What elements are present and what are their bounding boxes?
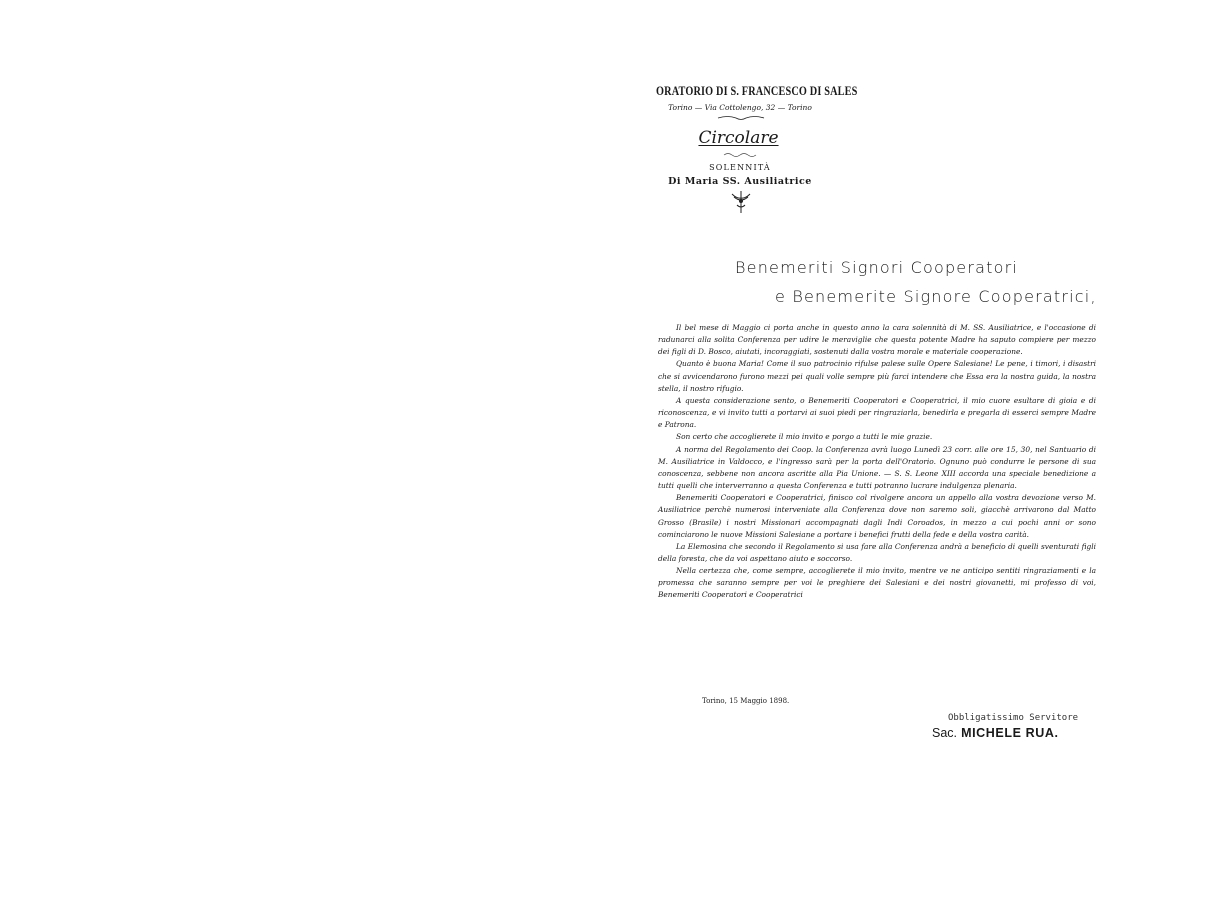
paragraph: La Elemosina che secondo il Regolamento si usa fare alla Conferenza andrà a beneficio di quelli sventurati figli della foresta, che da voi aspettano aiuto e soccorso. (658, 541, 1096, 563)
address-line: Torino — Via Cottolengo, 32 — Torino (668, 103, 812, 112)
paragraph: Benemeriti Cooperatori e Cooperatrici, finisco col rivolgere ancora un appello alla vostra devozione verso M. Ausiliatrice perchè numerosi interveniate alla Conferenza dove non saremo soli, giacchè arrivarono dal Matto Grosso (Brasile) i nostri Missionari accompagnati dagli Indi Coroados, in mezzo a cui pochi anni or sono cominciarono le nuove Missioni Salesiane a portare i benefici frutti della fede e della vostra carità. (658, 493, 1096, 539)
wave-divider-icon (722, 152, 758, 158)
salutation-line-1: Benemeriti Signori Cooperatori (735, 258, 1019, 277)
paragraph: Son certo che accoglierete il mio invito e porgo a tutti le mie grazie. (676, 432, 933, 442)
document-title: Circolare (698, 128, 779, 148)
solemnity-label: SOLENNITÀ (709, 163, 771, 172)
closing-formula: Obbligatissimo Servitore (948, 713, 1079, 723)
ornament-icon (728, 189, 754, 215)
paragraph: Nella certezza che, come sempre, accoglierete il mio invito, mentre ve ne anticipo sentiti ringraziamenti e la promessa che saranno sempre per voi le preghiere dei Salesiani e dei nostri giovanetti, mi professo di voi, Benemeriti Cooperatori e Cooperatrici (658, 566, 1096, 600)
signature-title: Sac. (932, 726, 958, 740)
feast-title: Di Maria SS. Ausiliatrice (668, 176, 812, 187)
paragraph: A norma del Regolamento dei Coop. la Conferenza avrà luogo Lunedì 23 corr. alle ore 15, 30, nel Santuario di M. Ausiliatrice in Valdocco, e l'ingresso sarà per la porta dell'Oratorio. Ognuno può condurre le persone di sua conoscenza, sebbene non ancora ascritte alla Pia Unione. — S. S. Leone XIII accorda una speciale benedizione a tutti quelli che interverranno a questa Conferenza e tutti potranno lucrare indulgenza plenaria. (658, 444, 1096, 491)
paragraph: Quanto è buona Maria! Come il suo patrocinio rifulse palese sulle Opere Salesiane! Le pene, i timori, i disastri che si avvicendarono furono mezzi pei quali volle sempre più farci intendere che Essa era la nostra guida, la nostra stella, il nostro rifugio. (658, 359, 1096, 393)
circular-letter-page (640, 70, 1120, 790)
letter-body (658, 322, 1096, 602)
flourish-divider-icon (716, 115, 766, 121)
salutation-line-2: e Benemerite Signore Cooperatrici, (775, 287, 1097, 306)
signature (932, 726, 1059, 740)
organization-header: ORATORIO DI S. FRANCESCO DI SALES (656, 84, 858, 98)
paragraph: A questa considerazione sento, o Benemeriti Cooperatori e Cooperatrici, il mio cuore esultare di gioia e di riconoscenza, e vi invito tutti a portarvi ai suoi piedi per ringraziarla, benedirla e pregarla di esserci sempre Madre e Patrona. (658, 395, 1096, 430)
paragraph: Il bel mese di Maggio ci porta anche in questo anno la cara solennità di M. SS. Ausiliatrice, e l'occasione di radunarci alla solita Conferenza per udire le meraviglie che questa potente Madre ha saputo compiere per mezzo dei figli di D. Bosco, aiutati, incoraggiati, sostenuti dalla vostra morale e materiale cooperazione. (658, 323, 1096, 357)
date-line: Torino, 15 Maggio 1898. (702, 697, 790, 705)
signature-name: MICHELE RUA. (961, 726, 1059, 740)
